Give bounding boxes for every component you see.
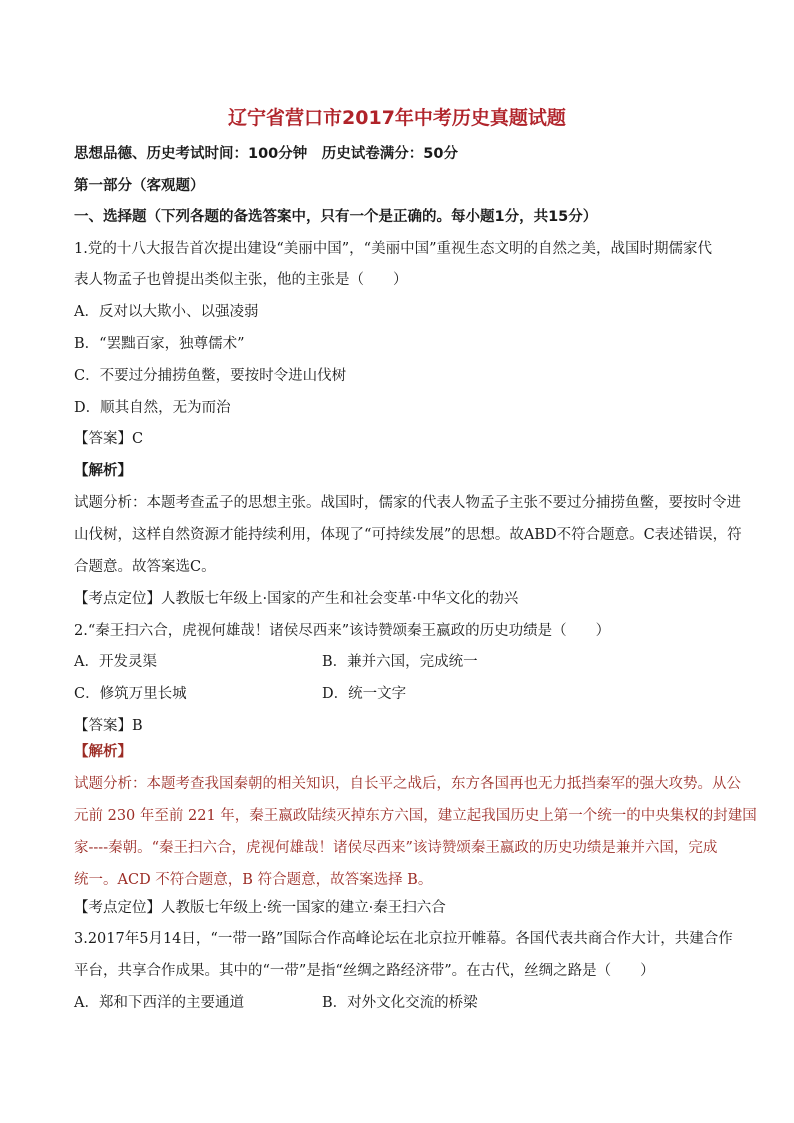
q2-analysis-line-4: 统一。ACD 不符合题意，B 符合题意，故答案选择 B。 <box>74 872 433 888</box>
q3-option-a: A．郑和下西洋的主要通道 <box>74 995 244 1011</box>
q1-analysis-line-1: 试题分析：本题考查孟子的思想主张。战国时，儒家的代表人物孟子主张不要过分捕捞鱼鳖，要按时令进 <box>74 495 741 511</box>
q2-option-a: A．开发灵渠 <box>74 654 157 670</box>
q3-stem-line-1: 3.2017年5月14日，“一带一路”国际合作高峰论坛在北京拉开帷幕。各国代表共商合作大计，共建合作 <box>74 931 733 947</box>
q1-option-b: B．“罢黜百家，独尊儒术” <box>74 336 245 352</box>
q2-stem: 2.“秦王扫六合，虎视何雄哉！诸侯尽西来”该诗赞颂秦王嬴政的历史功绩是（ ） <box>74 623 611 639</box>
q2-analysis-line-1: 试题分析：本题考查我国秦朝的相关知识，自长平之战后，东方各国再也无力抵挡秦军的强大攻势。从公 <box>74 776 741 792</box>
q2-answer: 【答案】B <box>74 718 143 734</box>
q2-option-c: C．修筑万里长城 <box>74 686 187 702</box>
q2-point: 【考点定位】人教版七年级上·统一国家的建立·秦王扫六合 <box>74 900 446 916</box>
q1-analysis-label: 【解析】 <box>74 463 132 479</box>
q1-option-a: A．反对以大欺小、以强凌弱 <box>74 304 259 320</box>
section-heading: 一、选择题（下列各题的备选答案中，只有一个是正确的。每小题1分，共15分） <box>74 209 598 225</box>
q3-option-b: B．对外文化交流的桥梁 <box>322 995 478 1011</box>
q1-stem-line-1: 1.党的十八大报告首次提出建设“美丽中国”，“美丽中国”重视生态文明的自然之美，战国时期儒家代 <box>74 241 712 257</box>
q1-answer: 【答案】C <box>74 431 144 447</box>
q2-analysis-line-3: 家----秦朝。“秦王扫六合，虎视何雄哉！诸侯尽西来”该诗赞颂秦王嬴政的历史功绩是兼并六国，完成 <box>74 840 718 856</box>
part-heading: 第一部分（客观题） <box>74 178 205 194</box>
q1-stem-line-2: 表人物孟子也曾提出类似主张，他的主张是（ ） <box>74 272 408 288</box>
q2-option-d: D．统一文字 <box>322 686 407 702</box>
q1-option-d: D．顺其自然，无为而治 <box>74 400 231 416</box>
q1-point: 【考点定位】人教版七年级上·国家的产生和社会变革·中华文化的勃兴 <box>74 591 519 607</box>
q1-analysis-line-2: 山伐树，这样自然资源才能持续利用，体现了“可持续发展”的思想。故ABD不符合题意。C表述错误，符 <box>74 527 742 543</box>
q3-stem-line-2: 平台，共享合作成果。其中的“一带”是指“丝绸之路经济带”。在古代，丝绸之路是（ ） <box>74 963 655 979</box>
q2-analysis-line-2: 元前 230 年至前 221 年，秦王嬴政陆续灭掉东方六国，建立起我国历史上第一个统一的中央集权的封建国 <box>74 808 757 824</box>
q2-analysis-label: 【解析】 <box>74 744 132 760</box>
q2-option-b: B．兼并六国，完成统一 <box>322 654 478 670</box>
q1-analysis-line-3: 合题意。故答案选C。 <box>74 559 216 575</box>
exam-info: 思想品德、历史考试时间：100分钟 历史试卷满分：50分 <box>74 146 458 162</box>
document-title: 辽宁省营口市2017年中考历史真题试题 <box>228 107 566 129</box>
q1-option-c: C．不要过分捕捞鱼鳖，要按时令进山伐树 <box>74 368 347 384</box>
